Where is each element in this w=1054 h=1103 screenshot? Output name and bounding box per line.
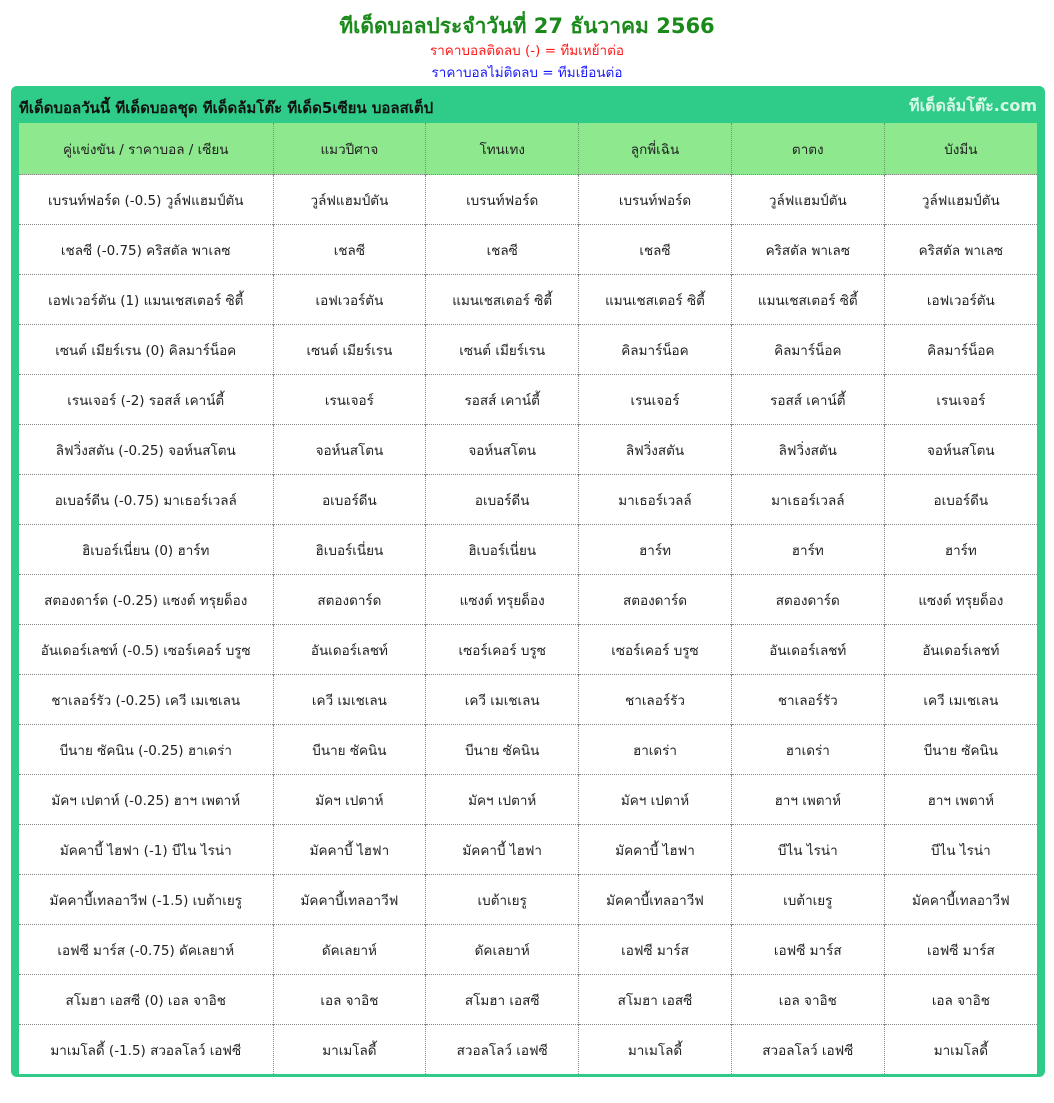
tip-cell: วูล์ฟแฮมป์ตัน [273,175,426,225]
match-cell: มัคคาบี้ ไฮฟา (-1) บีไน ไรน่า [19,825,273,875]
tip-cell: บีนาย ซัคนิน [884,725,1037,775]
table-row [19,625,1037,675]
tip-cell: มัคคาบี้เทลอาวีฟ [884,875,1037,925]
tip-cell: คิลมาร์น็อค [884,325,1037,375]
tip-cell: วูล์ฟแฮมป์ตัน [884,175,1037,225]
tip-cell: เซอร์เคอร์ บรูซ [426,625,579,675]
tip-cell: มัคคาบี้เทลอาวีฟ [273,875,426,925]
tip-cell: บีนาย ซัคนิน [273,725,426,775]
table-body [19,175,1037,1075]
tip-cell: สโมฮา เอสซี [579,975,732,1025]
tip-cell: เบรนท์ฟอร์ด [579,175,732,225]
column-header-match: คู่แข่งขัน / ราคาบอล / เซียน [19,123,273,175]
tip-cell: อเบอร์ดีน [273,475,426,525]
tip-cell: มาเมโลดี้ [884,1025,1037,1075]
panel-title: ทีเด็ดบอลวันนี้ ทีเด็ดบอลชุด ทีเด็ดล้มโต๊ะ ทีเด็ด5เซียน บอลสเต็ป [19,99,434,117]
tip-cell: มาเธอร์เวลล์ [731,475,884,525]
tip-cell: เรนเจอร์ [884,375,1037,425]
tip-cell: เอฟเวอร์ตัน [273,275,426,325]
column-header-tipster: แมวปีศาจ [273,123,426,175]
tip-cell: อเบอร์ดีน [426,475,579,525]
tip-cell: เอล จาอิช [731,975,884,1025]
tip-cell: จอห์นสโตน [426,425,579,475]
tip-cell: ชาเลอร์รัว [731,675,884,725]
match-cell: เบรนท์ฟอร์ด (-0.5) วูล์ฟแฮมป์ตัน [19,175,273,225]
tip-cell: อันเดอร์เลชท์ [884,625,1037,675]
match-cell: ลิฟวิ่งสตัน (-0.25) จอห์นสโตน [19,425,273,475]
tip-cell: คิลมาร์น็อค [579,325,732,375]
tip-cell: อันเดอร์เลชท์ [273,625,426,675]
column-header-tipster: ตาตง [731,123,884,175]
table-row [19,375,1037,425]
table-row [19,425,1037,475]
tip-cell: คริสตัล พาเลซ [731,225,884,275]
match-cell: อเบอร์ดีน (-0.75) มาเธอร์เวลล์ [19,475,273,525]
tip-cell: เชลซี [273,225,426,275]
tip-cell: มัคคาบี้ ไฮฟา [273,825,426,875]
match-cell: มาเมโลดี้ (-1.5) สวอลโลว์ เอฟซี [19,1025,273,1075]
table-row [19,1025,1037,1075]
match-cell: มัคคาบี้เทลอาวีฟ (-1.5) เบต้าเยรู [19,875,273,925]
table-row [19,775,1037,825]
tip-cell: เชลซี [579,225,732,275]
tip-cell: จอห์นสโตน [884,425,1037,475]
tip-cell: ดัคเลยาห์ [426,925,579,975]
match-cell: สตองดาร์ด (-0.25) แซงต์ ทรุยด็อง [19,575,273,625]
table-row [19,225,1037,275]
panel-header [11,86,1045,123]
tip-cell: ลิฟวิ่งสตัน [731,425,884,475]
tip-cell: เซนต์ เมียร์เรน [273,325,426,375]
tip-cell: ฮิเบอร์เนี่ยน [273,525,426,575]
table-row [19,725,1037,775]
match-cell: เอฟซี มาร์ส (-0.75) ดัคเลยาห์ [19,925,273,975]
match-cell: สโมฮา เอสซี (0) เอล จาอิช [19,975,273,1025]
tip-cell: แมนเชสเตอร์ ซิตี้ [579,275,732,325]
tip-cell: ชาเลอร์รัว [579,675,732,725]
tip-cell: เบต้าเยรู [731,875,884,925]
tip-cell: อเบอร์ดีน [884,475,1037,525]
table-row [19,325,1037,375]
tip-cell: มัคคาบี้ ไฮฟา [426,825,579,875]
tip-cell: สตองดาร์ด [579,575,732,625]
tip-cell: ฮาเดร่า [731,725,884,775]
tip-cell: เควี เมเชเลน [426,675,579,725]
table-row [19,175,1037,225]
table-row [19,825,1037,875]
tip-cell: คิลมาร์น็อค [731,325,884,375]
tip-cell: บีไน ไรน่า [884,825,1037,875]
tip-cell: แซงต์ ทรุยด็อง [426,575,579,625]
tip-cell: เอฟซี มาร์ส [731,925,884,975]
tip-cell: เควี เมเชเลน [273,675,426,725]
tip-cell: ฮิเบอร์เนี่ยน [426,525,579,575]
table-header-row [19,123,1037,175]
tip-cell: สโมฮา เอสซี [426,975,579,1025]
match-cell: เอฟเวอร์ตัน (1) แมนเชสเตอร์ ซิตี้ [19,275,273,325]
tip-cell: เอล จาอิช [273,975,426,1025]
page-title: ทีเด็ดบอลประจำวันที่ 27 ธันวาคม 2566 [339,14,715,38]
tip-cell: ลิฟวิ่งสตัน [579,425,732,475]
column-header-tipster: โทนเทง [426,123,579,175]
tip-cell: เบต้าเยรู [426,875,579,925]
table-row [19,475,1037,525]
match-cell: อันเดอร์เลชท์ (-0.5) เซอร์เคอร์ บรูซ [19,625,273,675]
table-row [19,975,1037,1025]
tip-cell: สวอลโลว์ เอฟซี [731,1025,884,1075]
tip-cell: มัคคาบี้เทลอาวีฟ [579,875,732,925]
tip-cell: เควี เมเชเลน [884,675,1037,725]
match-cell: เชลซี (-0.75) คริสตัล พาเลซ [19,225,273,275]
tip-cell: เซนต์ เมียร์เรน [426,325,579,375]
tip-cell: เรนเจอร์ [273,375,426,425]
tip-cell: เอฟซี มาร์ส [884,925,1037,975]
site-watermark: ทีเด็ดล้มโต๊ะ.com [909,96,1037,115]
handicap-note-negative: ราคาบอลติดลบ (-) = ทีมเหย้าต่อ [429,43,625,59]
tip-cell: เอล จาอิช [884,975,1037,1025]
tip-cell: เซอร์เคอร์ บรูซ [579,625,732,675]
tips-panel [11,86,1045,1077]
tips-table [19,123,1037,1074]
tip-cell: สวอลโลว์ เอฟซี [426,1025,579,1075]
tip-cell: มาเมโลดี้ [273,1025,426,1075]
tip-cell: ฮาร์ท [731,525,884,575]
column-header-tipster: บังมีน [884,123,1037,175]
tip-cell: รอสส์ เคาน์ตี้ [426,375,579,425]
tip-cell: ดัคเลยาห์ [273,925,426,975]
match-cell: มัคฯ เปตาห์ (-0.25) ฮาฯ เพตาห์ [19,775,273,825]
tip-cell: ฮาฯ เพตาห์ [884,775,1037,825]
handicap-note-positive: ราคาบอลไม่ติดลบ = ทีมเยือนต่อ [431,65,623,81]
table-row [19,925,1037,975]
tip-cell: เอฟซี มาร์ส [579,925,732,975]
tip-cell: เอฟเวอร์ตัน [884,275,1037,325]
tip-cell: สตองดาร์ด [731,575,884,625]
tip-cell: บีนาย ซัคนิน [426,725,579,775]
tip-cell: บีไน ไรน่า [731,825,884,875]
tip-cell: แซงต์ ทรุยด็อง [884,575,1037,625]
tip-cell: เชลซี [426,225,579,275]
match-cell: ฮิเบอร์เนี่ยน (0) ฮาร์ท [19,525,273,575]
match-cell: เซนต์ เมียร์เรน (0) คิลมาร์น็อค [19,325,273,375]
table-row [19,675,1037,725]
tip-cell: แมนเชสเตอร์ ซิตี้ [426,275,579,325]
tip-cell: วูล์ฟแฮมป์ตัน [731,175,884,225]
table-row [19,275,1037,325]
tip-cell: มัคคาบี้ ไฮฟา [579,825,732,875]
tip-cell: อันเดอร์เลชท์ [731,625,884,675]
tip-cell: คริสตัล พาเลซ [884,225,1037,275]
tip-cell: เรนเจอร์ [579,375,732,425]
tip-cell: มาเมโลดี้ [579,1025,732,1075]
tip-cell: มัคฯ เปตาห์ [273,775,426,825]
tip-cell: มาเธอร์เวลล์ [579,475,732,525]
tip-cell: มัคฯ เปตาห์ [579,775,732,825]
tip-cell: ฮาฯ เพตาห์ [731,775,884,825]
tip-cell: ฮาร์ท [579,525,732,575]
match-cell: ชาเลอร์รัว (-0.25) เควี เมเชเลน [19,675,273,725]
tip-cell: มัคฯ เปตาห์ [426,775,579,825]
match-cell: เรนเจอร์ (-2) รอสส์ เคาน์ตี้ [19,375,273,425]
tip-cell: จอห์นสโตน [273,425,426,475]
match-cell: บีนาย ซัคนิน (-0.25) ฮาเดร่า [19,725,273,775]
tip-cell: ฮาเดร่า [579,725,732,775]
tip-cell: รอสส์ เคาน์ตี้ [731,375,884,425]
column-header-tipster: ลูกพี่เฉิน [579,123,732,175]
tip-cell: เบรนท์ฟอร์ด [426,175,579,225]
table-row [19,525,1037,575]
table-row [19,875,1037,925]
table-row [19,575,1037,625]
tip-cell: แมนเชสเตอร์ ซิตี้ [731,275,884,325]
tip-cell: ฮาร์ท [884,525,1037,575]
tip-cell: สตองดาร์ด [273,575,426,625]
